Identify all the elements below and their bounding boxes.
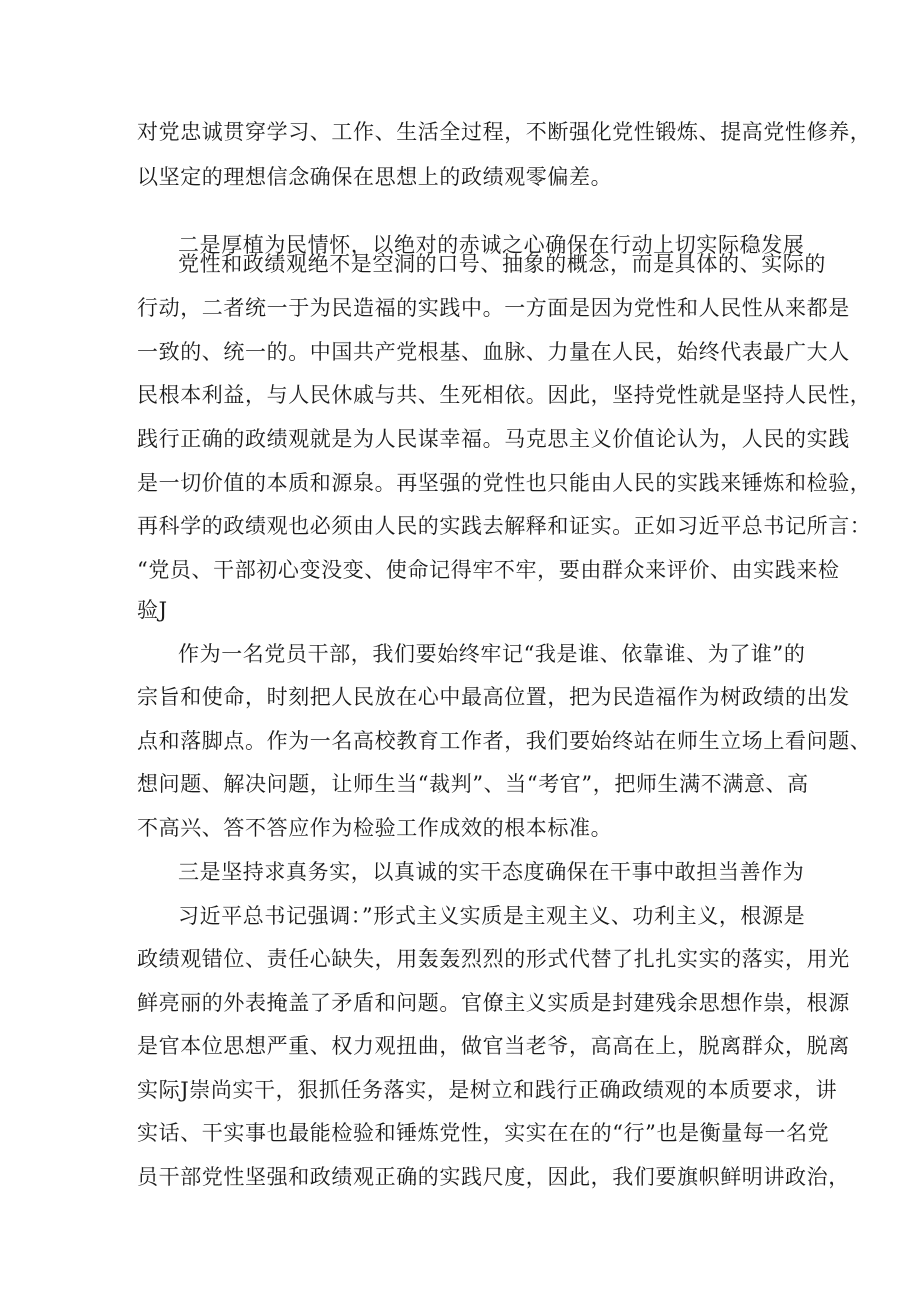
paragraph-line: 实话、干实事也最能检验和锤炼党性，实实在在的“行”也是衡量每一名党 bbox=[137, 1121, 830, 1145]
paragraph-line: 实际J崇尚实干，狠抓任务落实，是树立和践行正确政绩观的本质要求，讲 bbox=[137, 1078, 838, 1102]
paragraph-line: 践行正确的政绩观就是为人民谋幸福。马克思主义价值论认为，人民的实践 bbox=[137, 427, 850, 451]
paragraph-line: 对党忠诚贯穿学习、工作、生活全过程，不断强化党性锻炼、提高党性修养， bbox=[137, 120, 872, 144]
paragraph-line: 再科学的政绩观也必须由人民的实践去解释和证实。正如习近平总书记所言： bbox=[137, 514, 872, 538]
paragraph-line: 宗旨和使命，时刻把人民放在心中最高位置，把为民造福作为树政绩的出发 bbox=[137, 685, 850, 709]
paragraph-line: 作为一名党员干部，我们要始终牢记“我是谁、依靠谁、为了谁”的 bbox=[178, 642, 806, 666]
paragraph-line: 是一切价值的本质和源泉。再坚强的党性也只能由人民的实践来锤炼和检验， bbox=[137, 471, 872, 495]
paragraph-line: 点和落脚点。作为一名高校教育工作者，我们要始终站在师生立场上看问题、 bbox=[137, 729, 872, 753]
paragraph-line: 员干部党性坚强和政绩观正确的实践尺度，因此，我们要旗帜鲜明讲政治， bbox=[137, 1165, 850, 1189]
paragraph-line: 一致的、统一的。中国共产党根基、血脉、力量在人民，始终代表最广大人 bbox=[137, 340, 850, 364]
paragraph-line: 党性和政绩观绝不是空洞的口号、抽象的概念，而是具体的、实际的 bbox=[178, 252, 826, 276]
paragraph-line: 是官本位思想严重、权力观扭曲，做官当老爷，高高在上，脱离群众，脱离 bbox=[137, 1034, 850, 1058]
paragraph-line: 想问题、解决问题，让师生当“裁判”、当“考官”，把师生满不满意、高 bbox=[137, 772, 809, 796]
paragraph-line: 政绩观错位、责任心缺失，用轰轰烈烈的形式代替了扎扎实实的落实，用光 bbox=[137, 947, 850, 971]
paragraph-line: 以坚定的理想信念确保在思想上的政绩观零偏差。 bbox=[137, 165, 613, 189]
paragraph-line: 民根本利益，与人民休戚与共、生死相依。因此，坚持党性就是坚持人民性， bbox=[137, 383, 872, 407]
paragraph-line: 习近平总书记强调：”形式主义实质是主观主义、功利主义，根源是 bbox=[178, 904, 806, 928]
section-heading: 三是坚持求真务实，以真诚的实干态度确保在干事中敢担当善作为 bbox=[178, 860, 805, 884]
paragraph-line: “党员、干部初心变没变、使命记得牢不牢，要由群众来评价、由实践来检 bbox=[137, 558, 840, 582]
paragraph-line: 行动，二者统一于为民造福的实践中。一方面是因为党性和人民性从来都是 bbox=[137, 296, 850, 320]
paragraph-line: 不高兴、答不答应作为检验工作成效的根本标准。 bbox=[137, 816, 613, 840]
section-heading: 二是厚植为民情怀，以绝对的赤诚之心确保在行动上切实际稳发展 bbox=[178, 233, 805, 257]
paragraph-line: 鲜亮丽的外表掩盖了矛盾和问题。官僚主义实质是封建残余思想作祟，根源 bbox=[137, 991, 850, 1015]
paragraph-line: 验J bbox=[137, 598, 168, 622]
